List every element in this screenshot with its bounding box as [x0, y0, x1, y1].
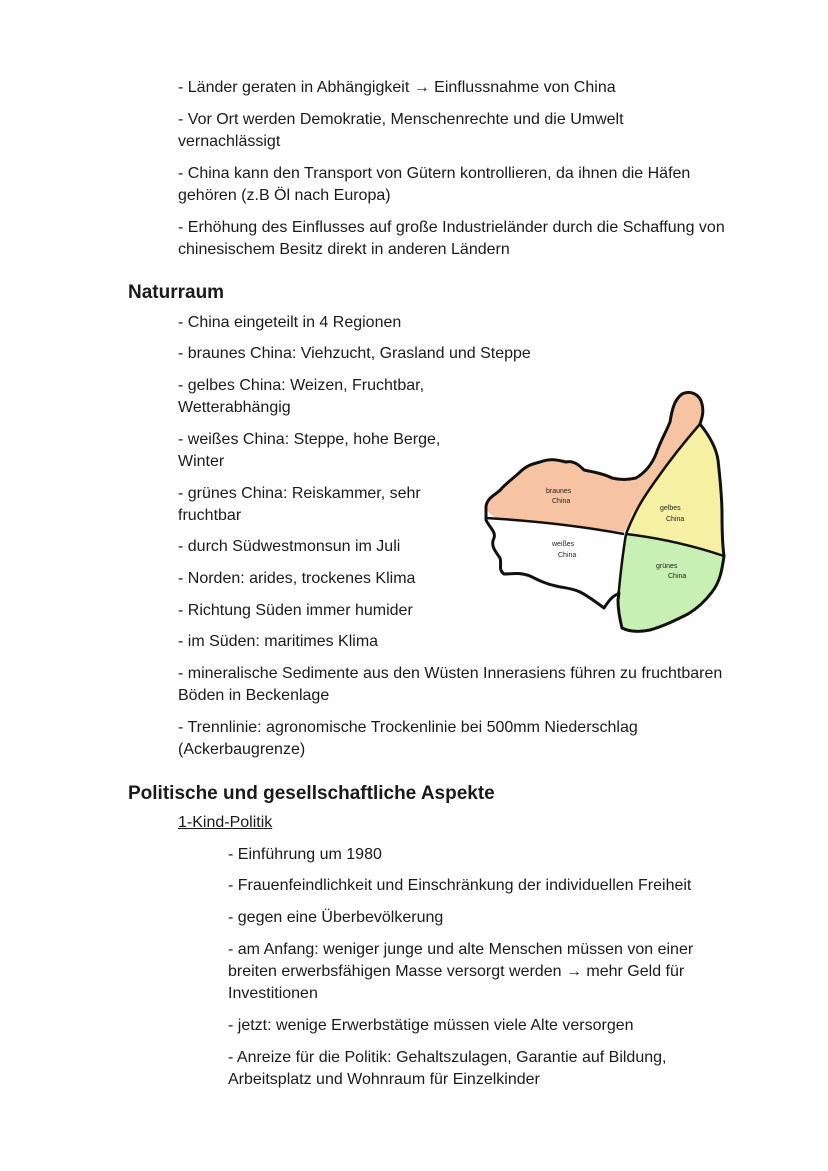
bullet-line: - weißes China: Steppe, hohe Berge,: [178, 431, 441, 448]
bullet-line: Winter: [178, 453, 225, 470]
bullet-line: Investitionen: [228, 985, 318, 1002]
bullet-line: - jetzt: wenige Erwerbstätige müssen viele Alte versorgen: [228, 1017, 634, 1034]
bullet-line: - gegen eine Überbevölkerung: [228, 909, 444, 926]
bullet-line: fruchtbar: [178, 507, 242, 524]
map-label-gruenes: grünes: [656, 563, 678, 570]
bullet-line: - im Süden: maritimes Klima: [178, 633, 379, 650]
bullet-line: - Frauenfeindlichkeit und Einschränkung der individuellen Freiheit: [228, 877, 692, 894]
bullet-line: - Norden: arides, trockenes Klima: [178, 570, 416, 587]
bullet-line: - braunes China: Viehzucht, Grasland und Steppe: [178, 345, 531, 362]
map-label-braunes: braunes: [546, 488, 572, 495]
bullet-line: - Trennlinie: agronomische Trockenlinie bei 500mm Niederschlag: [178, 719, 638, 736]
bullet-line: - Vor Ort werden Demokratie, Menschenrechte und die Umwelt: [178, 111, 624, 128]
section-heading-politik: Politische und gesellschaftliche Aspekte: [128, 783, 495, 804]
section-heading-naturraum: Naturraum: [128, 282, 225, 303]
subheading-1-kind-politik: 1-Kind-Politik: [178, 814, 273, 831]
bullet-line: Böden in Beckenlage: [178, 687, 330, 704]
bullet-line: - durch Südwestmonsun im Juli: [178, 538, 401, 555]
bullet-line: - Richtung Süden immer humider: [178, 602, 413, 619]
map-label-weisses-sub: China: [558, 552, 577, 559]
bullet-line: - China eingeteilt in 4 Regionen: [178, 314, 402, 331]
bullet-line: vernachlässigt: [178, 133, 281, 150]
map-region-weisses: [486, 520, 624, 608]
bullet-line: breiten erwerbsfähigen Masse versorgt werden → mehr Geld für: [228, 963, 685, 980]
bullet-line: - Einführung um 1980: [228, 846, 382, 863]
bullet-line: gehören (z.B Öl nach Europa): [178, 187, 391, 204]
bullet-line: - Erhöhung des Einflusses auf große Industrieländer durch die Schaffung von: [178, 219, 725, 236]
bullet-line: - Länder geraten in Abhängigkeit → Einflussnahme von China: [178, 79, 616, 96]
bullet-line: - am Anfang: weniger junge und alte Menschen müssen von einer: [228, 941, 694, 958]
map-label-gelbes: gelbes: [660, 505, 681, 512]
map-label-gruenes-sub: China: [668, 573, 687, 580]
map-label-gelbes-sub: China: [666, 516, 685, 523]
bullet-line: (Ackerbaugrenze): [178, 741, 306, 758]
bullet-line: - grünes China: Reiskammer, sehr: [178, 485, 421, 502]
map-label-braunes-sub: China: [552, 498, 571, 505]
bullet-line: chinesischem Besitz direkt in anderen Ländern: [178, 241, 510, 258]
china-regions-map: [480, 388, 730, 636]
bullet-line: Arbeitsplatz und Wohnraum für Einzelkinder: [228, 1071, 540, 1088]
map-label-weisses: weißes: [552, 541, 575, 548]
bullet-line: - gelbes China: Weizen, Fruchtbar,: [178, 377, 425, 394]
bullet-line: Wetterabhängig: [178, 399, 291, 416]
bullet-line: - Anreize für die Politik: Gehaltszulagen, Garantie auf Bildung,: [228, 1049, 667, 1066]
bullet-line: - China kann den Transport von Gütern kontrollieren, da ihnen die Häfen: [178, 165, 691, 182]
bullet-line: - mineralische Sedimente aus den Wüsten Innerasiens führen zu fruchtbaren: [178, 665, 723, 682]
